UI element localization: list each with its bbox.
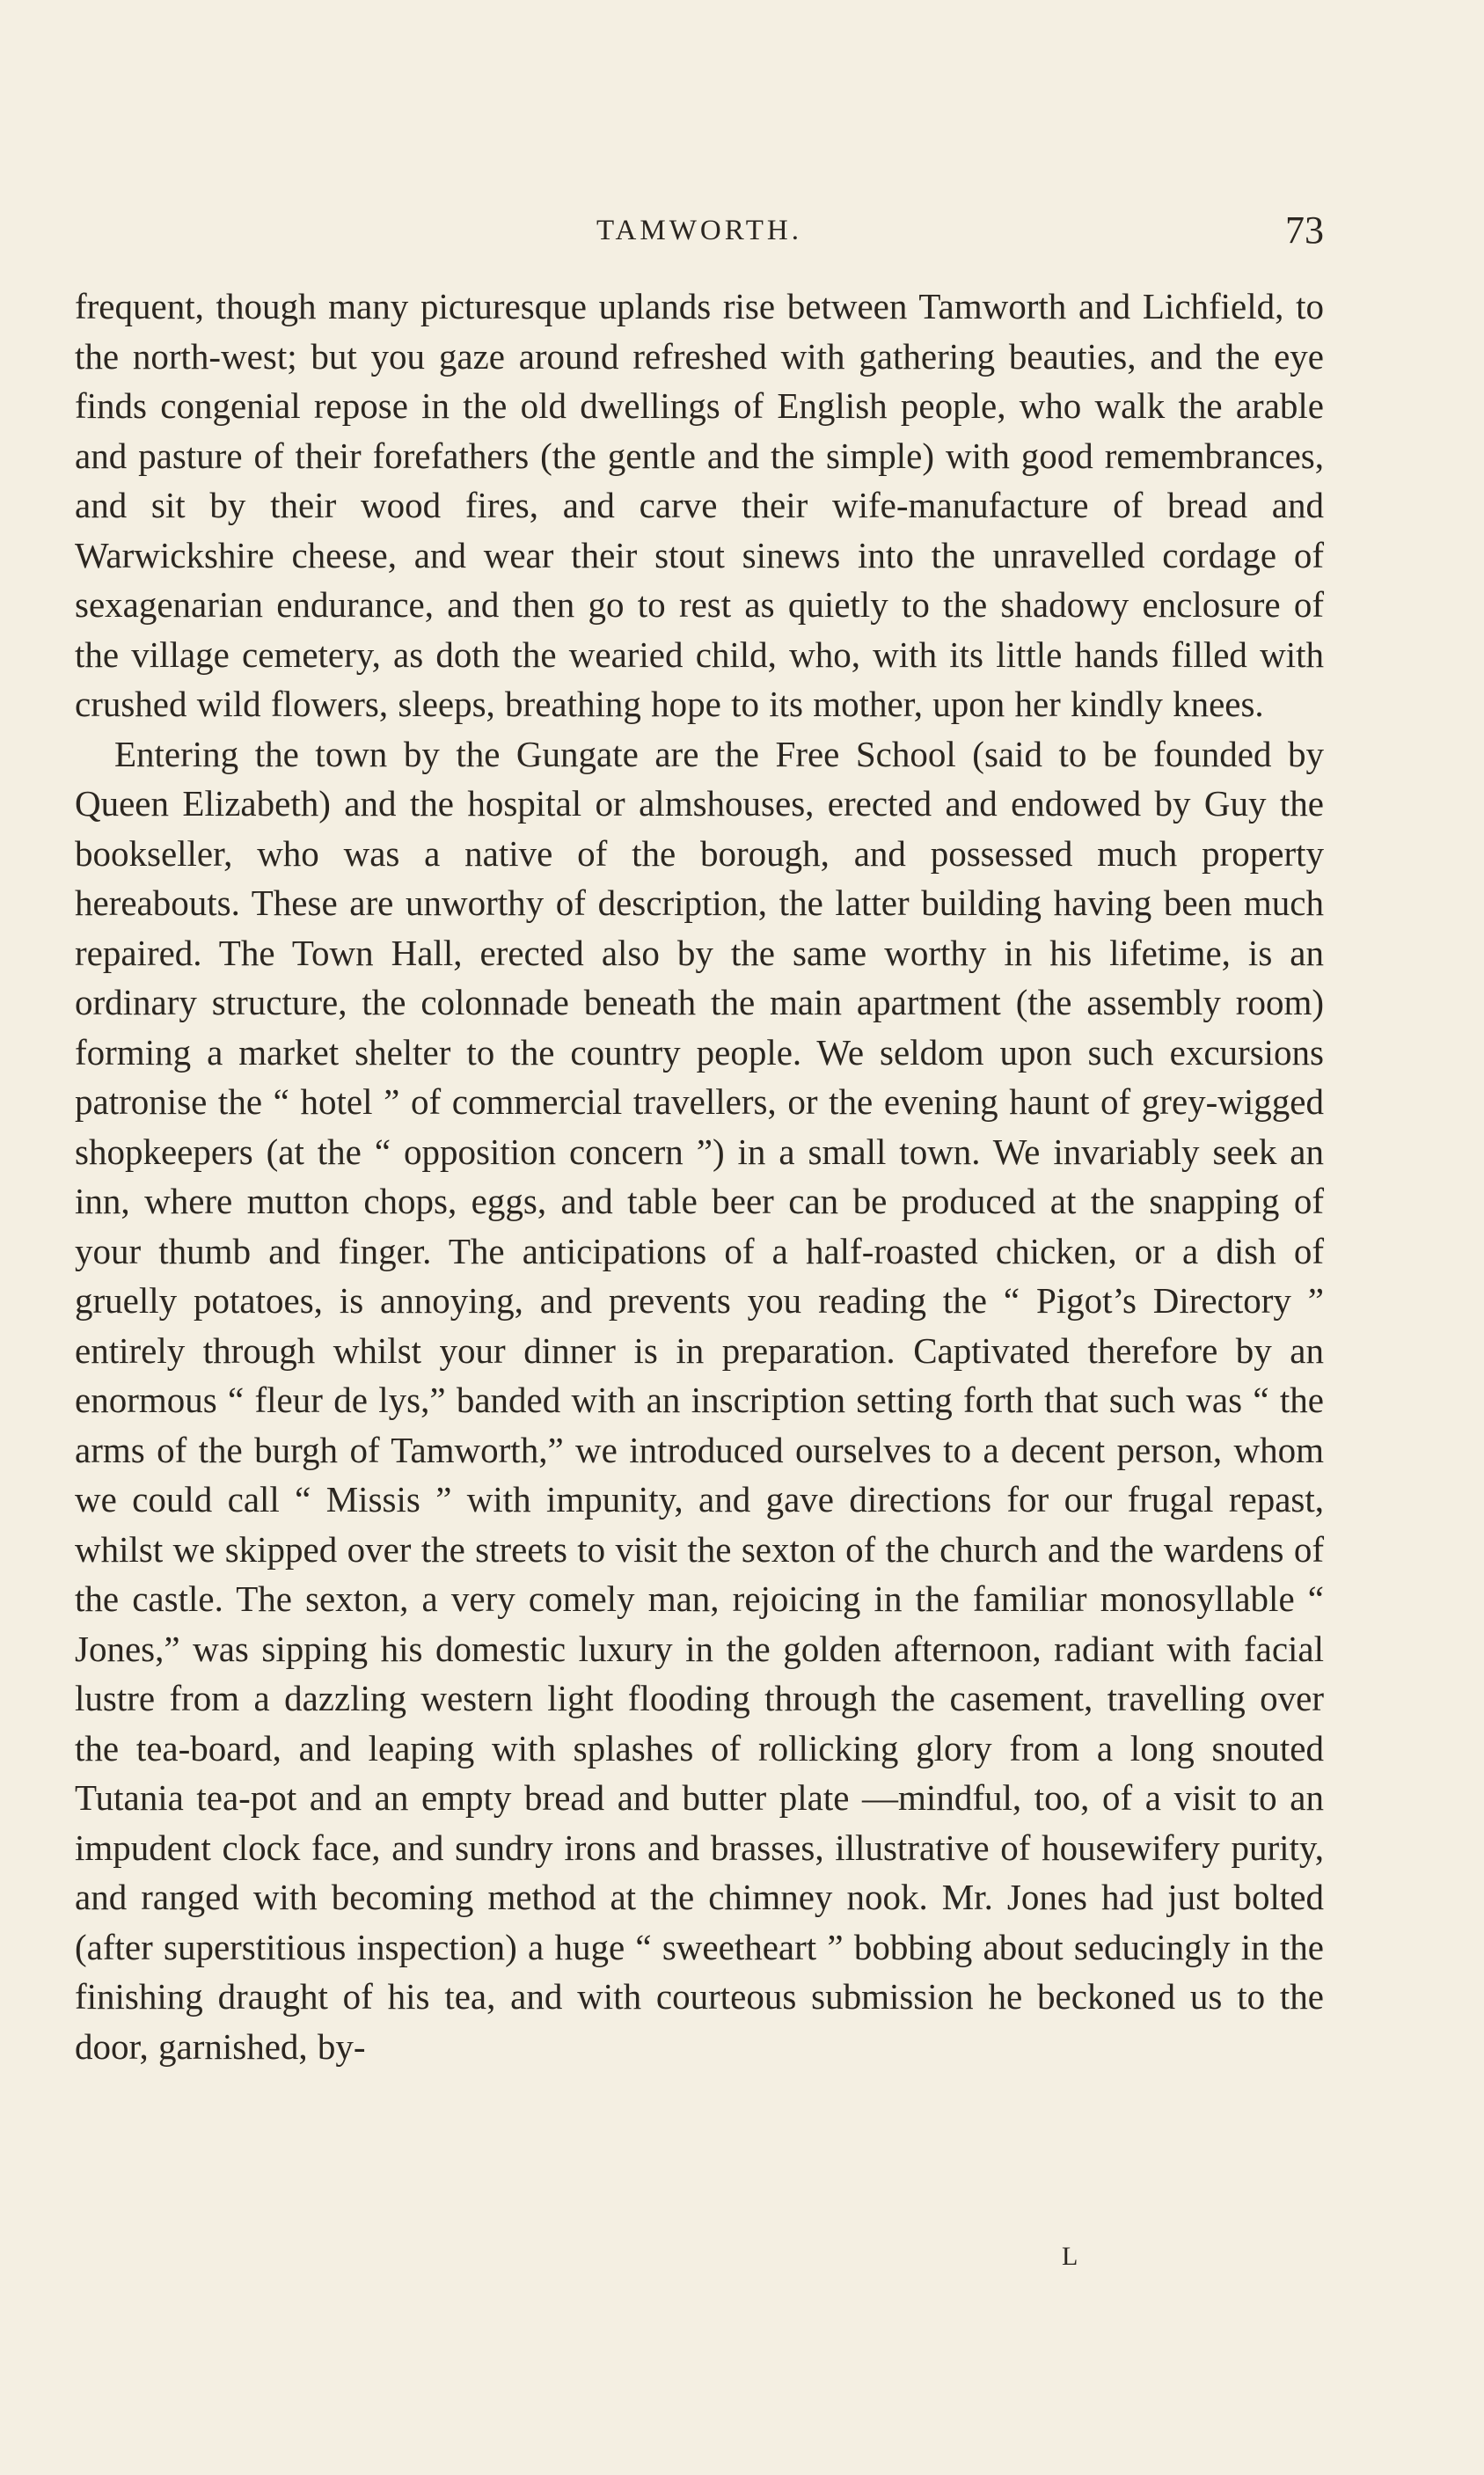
- page-number: 73: [1285, 209, 1324, 252]
- running-head: [75, 204, 1324, 257]
- paragraph-entering-the-town: Entering the town by the Gungate are the Free School (said to be founded by Queen Elizabeth) and the hospital or almshouses, erected and endowed by Guy the bookseller, who was a native of the borough, and possessed much property hereabouts. These are unworthy of description, the latter building having been much repaired. The Town Hall, erected also by the same worthy in his lifetime, is an ordinary structure, the colonnade beneath the main apartment (the assembly room) forming a market shelter to the country people. We seldom upon such excursions patronise the “ hotel ” of commercial travellers, or the evening haunt of grey-wigged shopkeepers (at the “ opposition concern ”) in a small town. We invariably seek an inn, where mutton chops, eggs, and table beer can be produced at the snapping of your thumb and finger. The anticipations of a half-roasted chicken, or a dish of gruelly potatoes, is annoying, and prevents you reading the “ Pigot’s Directory ” entirely through whilst your dinner is in preparation. Captivated therefore by an enormous “ fleur de lys,” banded with an inscription setting forth that such was “ the arms of the burgh of Tamworth,” we introduced ourselves to a decent person, whom we could call “ Missis ” with impunity, and gave directions for our frugal repast, whilst we skipped over the streets to visit the sexton of the church and the wardens of the castle. The sexton, a very comely man, rejoicing in the familiar monosyllable “ Jones,” was sipping his domestic luxury in the golden afternoon, radiant with facial lustre from a dazzling western light flooding through the casement, travelling over the tea-board, and leaping with splashes of rollicking glory from a long snouted Tutania tea-pot and an empty bread and butter plate —mindful, too, of a visit to an impudent clock face, and sundry irons and brasses, illustrative of housewifery purity, and ranged with becoming method at the chimney nook. Mr. Jones had just bolted (after superstitious inspection) a huge “ sweetheart ” bobbing about seducingly in the finishing draught of his tea, and with courteous submission he beckoned us to the door, garnished, by-: [75, 733, 1324, 2067]
- signature-mark: L: [1062, 2242, 1080, 2271]
- paragraph-continued: frequent, though many picturesque uplands rise between Tamworth and Lichfield, to the north-west; but you gaze around refreshed with gathering beauties, and the eye finds congenial repose in the old dwellings of English people, who walk the arable and pasture of their forefathers (the gentle and the simple) with good remembrances, and sit by their wood fires, and carve their wife-manufacture of bread and Warwickshire cheese, and wear their stout sinews into the unravelled cordage of sexagenarian endurance, and then go to rest as quietly to the shadowy enclosure of the village cemetery, as doth the wearied child, who, with its little hands filled with crushed wild flowers, sleeps, breathing hope to its mother, upon her kindly knees.: [75, 286, 1324, 724]
- body-text: [75, 282, 1324, 2071]
- running-title: TAMWORTH.: [596, 215, 802, 246]
